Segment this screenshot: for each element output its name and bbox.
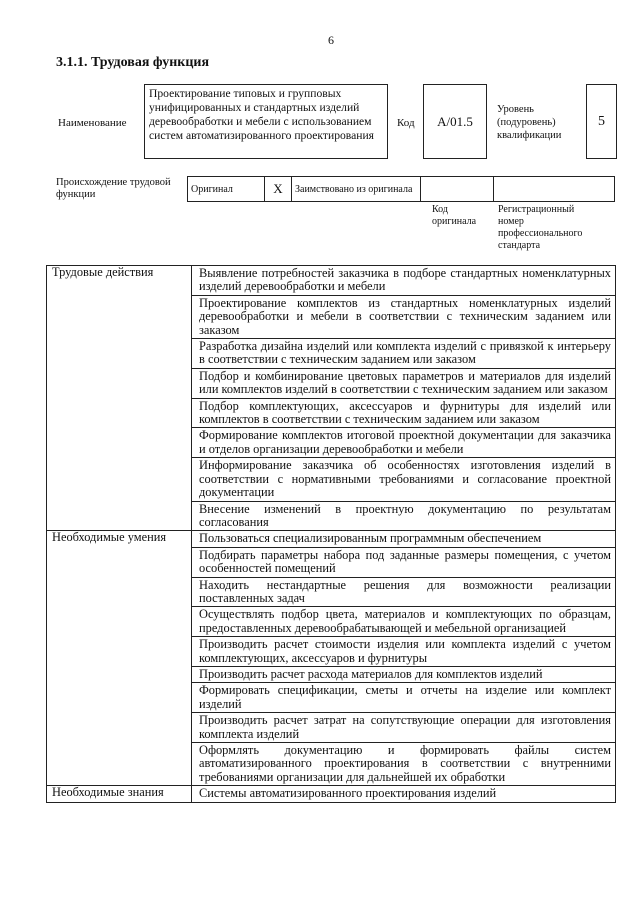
section-title: Необходимые умения [47,531,192,786]
original-mark: X [265,177,292,202]
section-item: Подбор комплектующих, аксессуаров и фурнитуры для изделий или комплектов в соответствии с техническим заданием или заказом [192,398,616,428]
original-code-cell [421,177,494,202]
section-item: Формировать спецификации, сметы и отчеты на изделие или комплект изделий [192,683,616,713]
table-row [47,786,616,802]
section-item: Внесение изменений в проектную документацию по результатам согласования [192,501,616,531]
origin-label: Происхождение трудовой функции [56,177,171,200]
function-name: Проектирование типовых и групповых унифицированных и стандартных изделий деревообработки и мебели с использованием систем автоматизированного проектирования [144,84,388,159]
code-caption: Код оригинала [432,204,477,227]
code-label: Код [397,117,415,129]
section-item: Производить расчет расхода материалов для комплектов изделий [192,666,616,682]
table-row [47,266,616,296]
origin-table [187,176,615,202]
section-item: Оформлять документацию и формировать файлы систем автоматизированного проектирования в соответствии с внутренними требованиями организации для дальнейшей их обработки [192,743,616,786]
section-item: Осуществлять подбор цвета, материалов и комплектующих по образцам, предоставленных деревообрабатывающей и мебельной организацией [192,607,616,637]
section-item: Производить расчет стоимости изделия или комплекта изделий с учетом комплектующих, аксессуаров и фурнитуры [192,637,616,667]
section-item: Подбирать параметры набора под заданные размеры помещения, с учетом особенностей помещений [192,547,616,577]
section-item: Системы автоматизированного проектирования изделий [192,786,616,802]
table-row [47,531,616,547]
borrowed-label: Заимствовано из оригинала [292,177,421,202]
registration-number-cell [494,177,615,202]
section-title: Трудовые действия [47,266,192,531]
original-label: Оригинал [188,177,265,202]
section-item: Пользоваться специализированным программным обеспечением [192,531,616,547]
section-title: Необходимые знания [47,786,192,802]
section-item: Формирование комплектов итоговой проектной документации для заказчика и отделов организации деревообработки и мебели [192,428,616,458]
section-item: Подбор и комбинирование цветовых параметров и материалов для изделий или комплектов изделий в соответствии с техническим заданием или заказом [192,368,616,398]
name-label: Наименование [58,117,127,129]
qualification-level: 5 [586,84,617,159]
section-item: Проектирование комплектов из стандартных номенклатурных изделий деревообработки и мебели в соответствии с техническим заданием или заказом [192,295,616,338]
section-item: Находить нестандартные решения для возможности реализации поставленных задач [192,577,616,607]
section-item: Производить расчет затрат на сопутствующие операции для изготовления комплекта изделий [192,713,616,743]
page-number: 6 [328,33,334,47]
section-item: Информирование заказчика об особенностях изготовления изделий в соответствии с нормативными требованиями и согласование проектной документации [192,458,616,501]
section-item: Выявление потребностей заказчика в подборе стандартных номенклатурных изделий деревообработки и мебели [192,266,616,296]
registration-caption: Регистрационный номер профессионального стандарта [498,204,583,251]
section-heading: 3.1.1. Трудовая функция [56,55,210,70]
function-code: A/01.5 [423,84,487,159]
section-item: Разработка дизайна изделий или комплекта изделий с привязкой к интерьеру в соответствии с техническим заданием или заказом [192,339,616,369]
function-details-table [46,265,616,803]
level-label: Уровень (подуровень) квалификации [497,104,562,141]
